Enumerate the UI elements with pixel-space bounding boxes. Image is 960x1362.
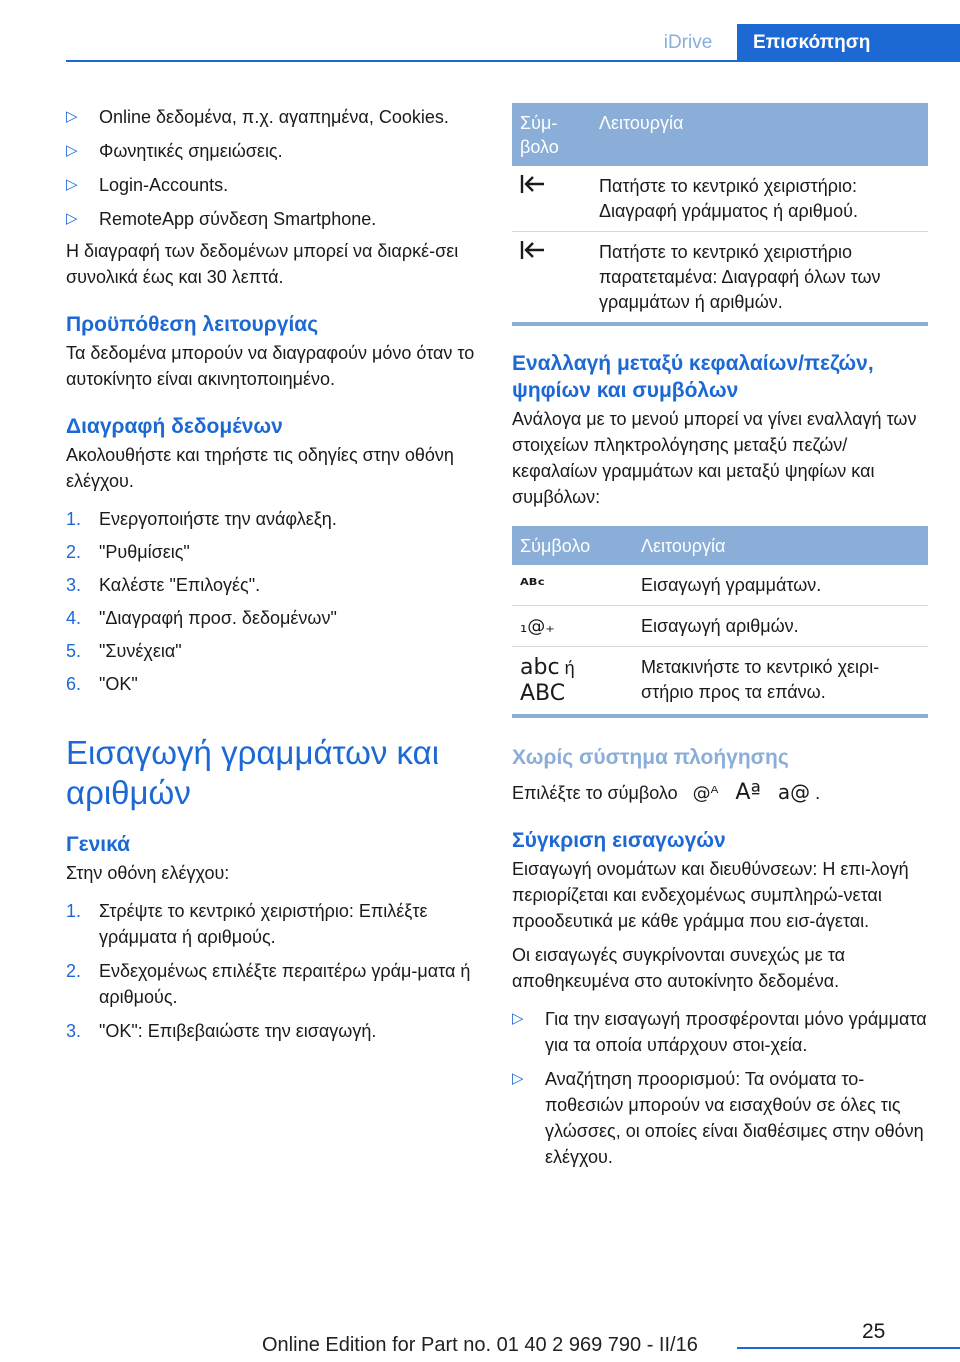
table-row [512, 232, 928, 323]
delete-text: Ακολουθήστε και τηρήστε τις οδηγίες στην οθόνη ελέγχου. [66, 445, 454, 491]
triangle-bullet-icon: ▷ [512, 1010, 524, 1027]
backspace-arrow-icon [512, 232, 591, 323]
table-cell: Μετακινήστε το κεντρικό χειρι-στήριο προς τα επάνω. [641, 657, 880, 702]
left-column [66, 100, 478, 1044]
table-cell: Εισαγωγή αριθμών. [633, 606, 928, 647]
table-cell: Εισαγωγή γραμμάτων. [633, 565, 928, 606]
table-header-function: Λειτουργία [633, 526, 928, 565]
triangle-bullet-icon: ▷ [66, 108, 78, 125]
table-header-symbol: Σύμβολο [512, 526, 633, 565]
list-item: ▷ RemoteApp σύνδεση Smartphone. [66, 206, 478, 232]
list-item: ▷ Για την εισαγωγή προσφέρονται μόνο γράμματα για τα οποία υπάρχουν στοι-χεία. [512, 1006, 928, 1058]
table-row [512, 166, 928, 232]
list-item: 2. "Ρυθμίσεις" [66, 542, 190, 562]
compare-text: Εισαγωγή ονομάτων και διευθύνσεων: Η επι-λογή περιορίζεται και ενδεχομένως συμπληρώ-νεται προοδευτικά με κάθε γράμμα που εισ-άγεται. [512, 859, 909, 931]
delete-title: Διαγραφή δεδομένων [66, 415, 283, 438]
page-header [0, 24, 960, 62]
uppercase-symbol: ᴬᴮᶜ [512, 565, 633, 606]
list-item: 2. Ενδεχομένως επιλέξτε περαιτέρω γράμ-ματα ή αριθμούς. [66, 961, 471, 1007]
list-item: ▷ Online δεδομένα, π.χ. αγαπημένα, Cookies. [66, 104, 478, 130]
table-header-symbol: Σύμ-βολο [512, 103, 591, 166]
case-symbol-icon: Aª [735, 780, 761, 805]
case-symbol-cell [512, 647, 633, 715]
compare-title: Σύγκριση εισαγωγών [512, 829, 726, 852]
compare-text: Οι εισαγωγές συγκρίνονται συνεχώς με τα αποθηκευμένα στο αυτοκίνητο δεδομένα. [512, 945, 846, 991]
uppercase-symbol: ABC [520, 681, 566, 706]
at-symbol-icon: @ᴬ [692, 783, 719, 804]
numbers-symbol: ₁@₊ [512, 606, 633, 647]
delete-symbols-table [512, 103, 928, 322]
list-item: 3. "OK": Επιβεβαιώστε την εισαγωγή. [66, 1021, 377, 1041]
switch-symbols-table [512, 526, 928, 714]
right-column [512, 103, 928, 1170]
nonav-title: Χωρίς σύστημα πλοήγησης [512, 746, 789, 769]
list-item: 4. "Διαγραφή προσ. δεδομένων" [66, 608, 337, 628]
table-row [512, 606, 928, 647]
general-text: Στην οθόνη ελέγχου: [66, 863, 230, 883]
delete-note: Η διαγραφή των δεδομένων μπορεί να διαρκέ-σει συνολικά έως και 30 λεπτά. [66, 241, 459, 287]
page-number: 25 [862, 1320, 886, 1343]
lowercase-symbol: abc [520, 655, 560, 680]
list-item: 5. "Συνέχεια" [66, 641, 182, 661]
table-end-rule [512, 714, 928, 718]
triangle-bullet-icon: ▷ [66, 210, 78, 227]
header-rule [66, 60, 737, 62]
prereq-text: Τα δεδομένα μπορούν να διαγραφούν μόνο όταν το αυτοκίνητο είναι ακινητοποιημένο. [66, 343, 475, 389]
nonav-text: Επιλέξτε το σύμβολο @ᴬ Aª a@ . [512, 780, 821, 805]
symbol-or: ή [564, 658, 575, 678]
list-item: 1. Στρέψτε το κεντρικό χειριστήριο: Επιλέξτε γράμματα ή αριθμούς. [66, 901, 428, 947]
list-item: 6. "OK" [66, 674, 138, 694]
lower-at-symbol-icon: a@ [777, 780, 811, 804]
switch-title: Εναλλαγή μεταξύ κεφαλαίων/πεζών, ψηφίων και συμβόλων [512, 352, 874, 402]
list-item: 1. Ενεργοποιήστε την ανάφλεξη. [66, 509, 337, 529]
general-title: Γενικά [66, 833, 131, 856]
edition-text: Online Edition for Part no. 01 40 2 969 790 - II/16 [262, 1334, 698, 1356]
list-item: ▷ Φωνητικές σημειώσεις. [66, 138, 478, 164]
table-row [512, 647, 928, 715]
table-header-function: Λειτουργία [591, 103, 928, 166]
backspace-arrow-icon [512, 166, 591, 232]
list-item: ▷ Αναζήτηση προορισμού: Τα ονόματα το-ποθεσιών μπορούν να εισαχθούν σε όλες τις γλώσσες, οι οποίες είναι διαθέσιμες στην οθόνη ελέγχου. [512, 1066, 928, 1170]
triangle-bullet-icon: ▷ [66, 142, 78, 159]
prereq-title: Προϋπόθεση λειτουργίας [66, 313, 319, 336]
header-section: iDrive [663, 32, 713, 53]
triangle-bullet-icon: ▷ [512, 1070, 524, 1087]
table-cell: Πατήστε το κεντρικό χειριστήριο: Διαγραφή γράμματος ή αριθμού. [591, 166, 928, 232]
table-row [512, 565, 928, 606]
section-title: Εισαγωγή γραμμάτων και αριθμών [66, 734, 440, 811]
footer-rule [737, 1347, 960, 1349]
list-item: ▷ Login-Accounts. [66, 172, 478, 198]
table-cell: Πατήστε το κεντρικό χειριστήριο παρατεταμένα: Διαγραφή όλων των γραμμάτων ή αριθμών. [599, 242, 881, 312]
switch-text: Ανάλογα με το μενού μπορεί να γίνει εναλλαγή των στοιχείων πληκτρολόγησης μεταξύ πεζών/κεφαλαίων γραμμάτων και μεταξύ ψηφίων και συμβόλων: [512, 409, 917, 507]
table-end-rule [512, 322, 928, 326]
list-item: 3. Καλέστε "Επιλογές". [66, 575, 261, 595]
triangle-bullet-icon: ▷ [66, 176, 78, 193]
header-tab: Επισκόπηση [737, 24, 960, 62]
